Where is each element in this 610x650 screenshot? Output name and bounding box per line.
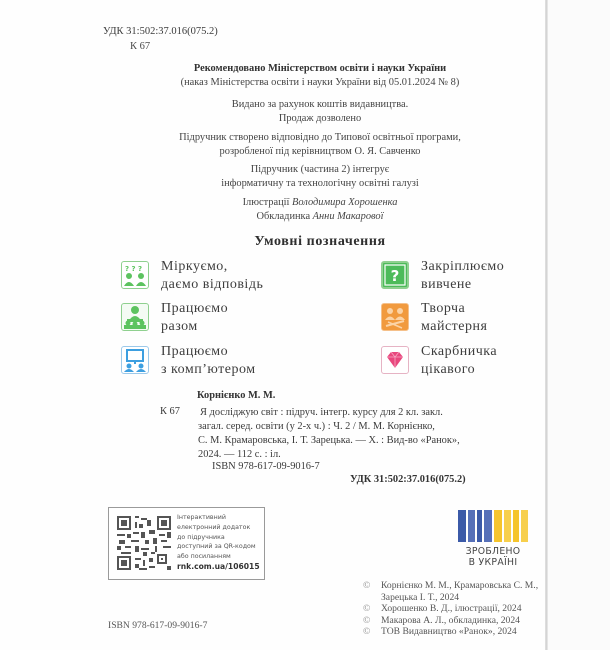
legend-label-line2: даємо відповідь <box>161 277 264 292</box>
cover-label: Обкладинка <box>256 210 313 222</box>
qr-text-line: доступний за QR-кодом <box>177 543 256 551</box>
qr-info-box <box>108 507 265 580</box>
qr-code[interactable] <box>115 514 173 572</box>
copyright-row <box>363 615 538 627</box>
qr-text-line: або посиланням <box>177 553 231 561</box>
integration-fields-line: інформатичну та технологічну освітні галузі <box>221 177 419 189</box>
legend-label-line1: Міркуємо, <box>161 259 228 274</box>
catalog-line: загал. серед. освіти (у 2-х ч.) : Ч. 2 / М. М. Корнієнко, <box>198 421 435 432</box>
page-fold-shadow <box>545 0 548 650</box>
legend-label <box>421 343 497 379</box>
qr-text-line: Інтерактивний <box>177 514 226 521</box>
program-line: Підручник створено відповідно до Типової освітньої програми, <box>179 132 461 143</box>
catalog-k-code: К 67 <box>160 406 180 417</box>
copyright-row <box>363 580 538 592</box>
qr-description <box>177 513 260 572</box>
teamwork-icon <box>121 303 149 331</box>
catalog-author: Корнієнко М. М. <box>197 390 276 401</box>
catalog-description <box>200 406 460 462</box>
made-in-ukraine-line1: ЗРОБЛЕНО <box>465 546 521 557</box>
copyright-row-continued <box>363 592 538 604</box>
cover-artist-name: Анни Макарової <box>312 210 384 222</box>
qr-link[interactable]: rnk.com.ua/106015 <box>177 561 260 571</box>
catalog-udk: УДК 31:502:37.016(075.2) <box>350 474 466 485</box>
program-notice <box>140 131 500 158</box>
qr-text-line: до підручника <box>177 533 225 541</box>
copyright-text: ТОВ Видавництво «Ранок», 2024 <box>381 626 517 637</box>
legend-label-line1: Працюємо <box>161 301 229 316</box>
page-margin <box>548 0 610 650</box>
svg-text:?: ? <box>390 267 400 285</box>
made-in-ukraine-logo <box>458 510 528 575</box>
approval-line: Рекомендовано Міністерством освіти і науки України <box>193 63 447 74</box>
publication-line: Видано за рахунок коштів видавництва. <box>231 99 409 110</box>
copyright-row <box>363 603 538 615</box>
question-mark-icon <box>381 261 409 289</box>
legend-label <box>161 343 256 379</box>
illustrator-name: Володимира Хорошенка <box>292 197 398 208</box>
legend-label <box>161 300 228 336</box>
legend-label-line1: Скарбничка <box>421 344 498 359</box>
library-code: К 67 <box>130 41 151 52</box>
approval-order: (наказ Міністерства освіти і науки України від 05.01.2024 № 8) <box>180 76 460 88</box>
legend-label-line2: майстерня <box>421 319 488 334</box>
catalog-line: 2024. — 112 с. : іл. <box>198 449 281 460</box>
catalog-line: Я досліджую світ : підруч. інтегр. курсу для 2 кл. закл. <box>200 407 443 418</box>
footer-isbn: ISBN 978-617-09-9016-7 <box>108 620 208 631</box>
copyright-block <box>363 580 538 638</box>
catalog-isbn: ISBN 978-617-09-9016-7 <box>212 461 320 472</box>
copyright-icon: © <box>363 580 371 591</box>
made-in-ukraine-line2: В УКРАЇНІ <box>468 556 518 568</box>
legend-label-line1: Творча <box>421 301 466 316</box>
legend-title: Умовні позначення <box>254 234 386 249</box>
illustrations-credit <box>140 196 500 210</box>
legend-label <box>421 258 504 294</box>
sale-line: Продаж дозволено <box>278 112 362 124</box>
udk-code: УДК 31:502:37.016(075.2) <box>103 26 218 37</box>
legend-label-line2: з комп’ютером <box>161 362 256 377</box>
catalog-line: С. М. Крамаровська, І. Т. Зарецька. — Х. : Вид-во «Ранок», <box>198 435 460 446</box>
cover-credit <box>140 210 500 224</box>
legend-label-line1: Закріплюємо <box>421 259 505 274</box>
copyright-icon: © <box>363 626 371 637</box>
qr-text-line: електронний додаток <box>177 523 251 531</box>
computer-icon <box>121 346 149 374</box>
copyright-row <box>363 626 538 638</box>
made-in-ukraine-text <box>458 547 528 568</box>
svg-text:? ? ?: ? ? ? <box>125 265 143 273</box>
diamond-icon <box>381 346 409 374</box>
copyright-text: Макарова А. Л., обкладинка, 2024 <box>381 614 520 626</box>
legend-label-line2: вивчене <box>421 277 472 292</box>
credits <box>140 196 500 223</box>
integration-line: Підручник (частина 2) інтегрує <box>250 164 390 175</box>
workshop-icon <box>381 303 409 331</box>
illustrations-label: Ілюстрації <box>242 197 293 208</box>
ukraine-flag-bars-icon <box>458 510 528 542</box>
legend-label-line2: цікавого <box>421 362 476 377</box>
thinking-children-icon <box>121 261 149 289</box>
legend-label-line1: Працюємо <box>161 344 229 359</box>
copyright-text: Корнієнко М. М., Крамаровська С. М., <box>381 580 539 591</box>
integration-notice <box>140 163 500 190</box>
legend-label <box>161 258 263 294</box>
copyright-icon: © <box>363 614 371 626</box>
publication-notice <box>140 98 500 125</box>
copyright-text: Зарецька І. Т., 2024 <box>381 591 460 603</box>
copyright-icon: © <box>363 603 371 614</box>
legend-label <box>421 300 487 336</box>
copyright-text: Хорошенко В. Д., ілюстрації, 2024 <box>381 603 522 614</box>
legend-label-line2: разом <box>161 319 198 334</box>
program-author-line: розробленої під керівництвом О. Я. Савченко <box>219 145 421 157</box>
approval-notice <box>140 62 500 89</box>
